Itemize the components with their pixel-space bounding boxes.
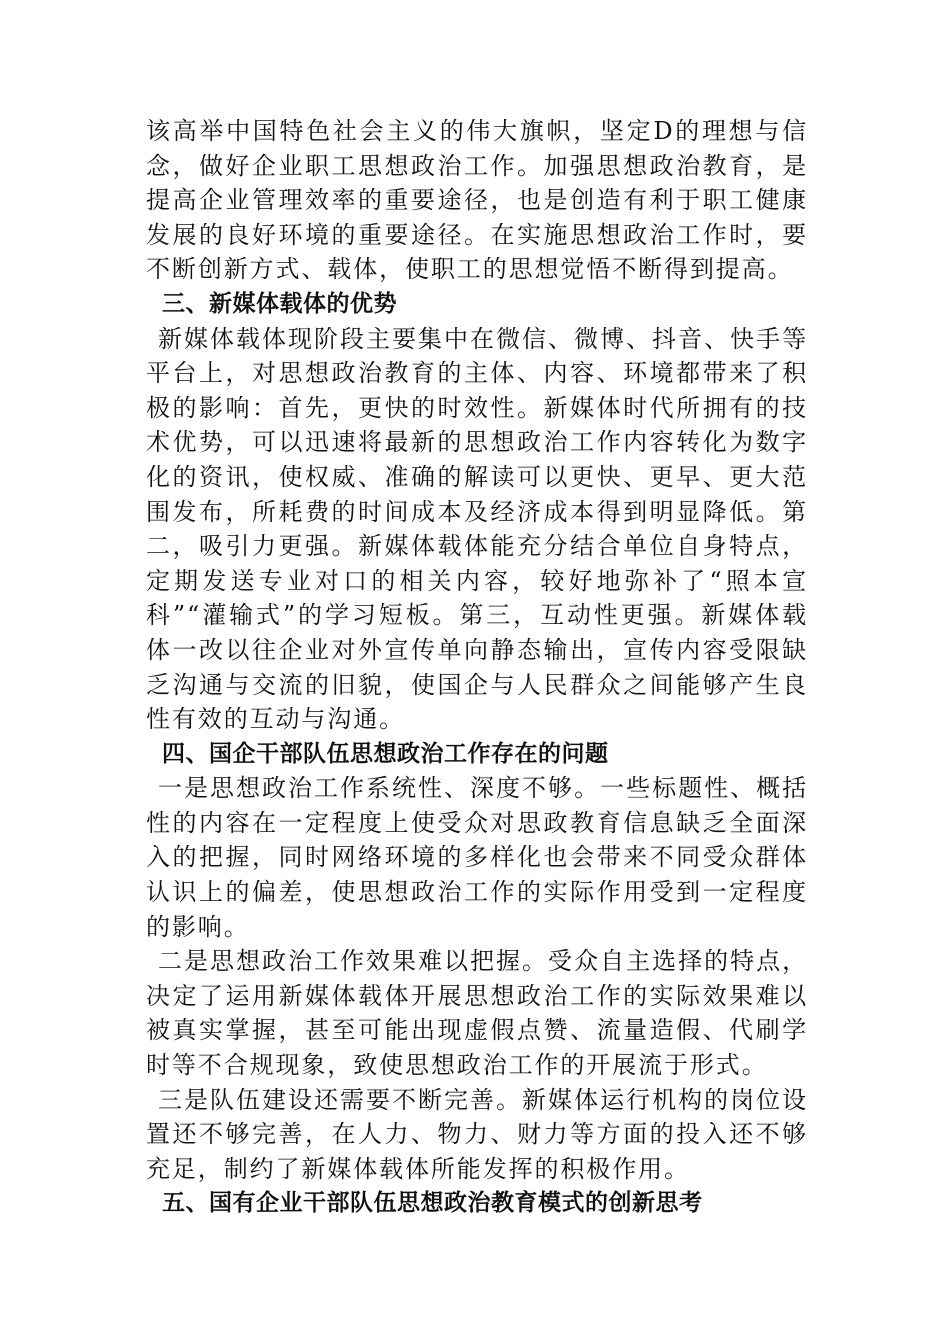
document-page bbox=[146, 114, 808, 1221]
paragraph-intro: 该高举中国特色社会主义的伟大旗帜，坚定D的理想与信念，做好企业职工思想政治工作。加强思想政治教育，是提高企业管理效率的重要途径，也是创造有利于职工健康发展的良好环境的重要途径。在实施思想政治工作时，要不断创新方式、载体，使职工的思想觉悟不断得到提高。 bbox=[146, 117, 808, 284]
paragraph-problem-2: 二是思想政治工作效果难以把握。受众自主选择的特点，决定了运用新媒体载体开展思想政治工作的实际效果难以被真实掌握，甚至可能出现虚假点赞、流量造假、代刷学时等不合规现象，致使思想政治工作的开展流于形式。 bbox=[146, 947, 808, 1080]
paragraph-new-media-advantages: 新媒体载体现阶段主要集中在微信、微博、抖音、快手等平台上，对思想政治教育的主体、内容、环境都带来了积极的影响：首先，更快的时效性。新媒体时代所拥有的技术优势，可以迅速将最新的思想政治工作内容转化为数字化的资讯，使权威、准确的解读可以更快、更早、更大范围发布，所耗费的时间成本及经济成本得到明显降低。第二，吸引力更强。新媒体载体能充分结合单位自身特点，定期发送专业对口的相关内容，较好地弥补了“照本宣科”“灌输式”的学习短板。第三，互动性更强。新媒体载体一改以往企业对外宣传单向静态输出，宣传内容受限缺乏沟通与交流的旧貌，使国企与人民群众之间能够产生良性有效的互动与沟通。 bbox=[146, 324, 808, 734]
paragraph-problem-1: 一是思想政治工作系统性、深度不够。一些标题性、概括性的内容在一定程度上使受众对思政教育信息缺乏全面深入的把握，同时网络环境的多样化也会带来不同受众群体认识上的偏差，使思想政治工作的实际作用受到一定程度的影响。 bbox=[146, 774, 808, 941]
section-heading-3: 三、新媒体载体的优势 bbox=[162, 290, 397, 317]
section-heading-5: 五、国有企业干部队伍思想政治教育模式的创新思考 bbox=[162, 1190, 703, 1217]
section-heading-4: 四、国企干部队伍思想政治工作存在的问题 bbox=[162, 740, 609, 767]
paragraph-problem-3: 三是队伍建设还需要不断完善。新媒体运行机构的岗位设置还不够完善，在人力、物力、财力等方面的投入还不够充足，制约了新媒体载体所能发挥的积极作用。 bbox=[146, 1085, 808, 1183]
